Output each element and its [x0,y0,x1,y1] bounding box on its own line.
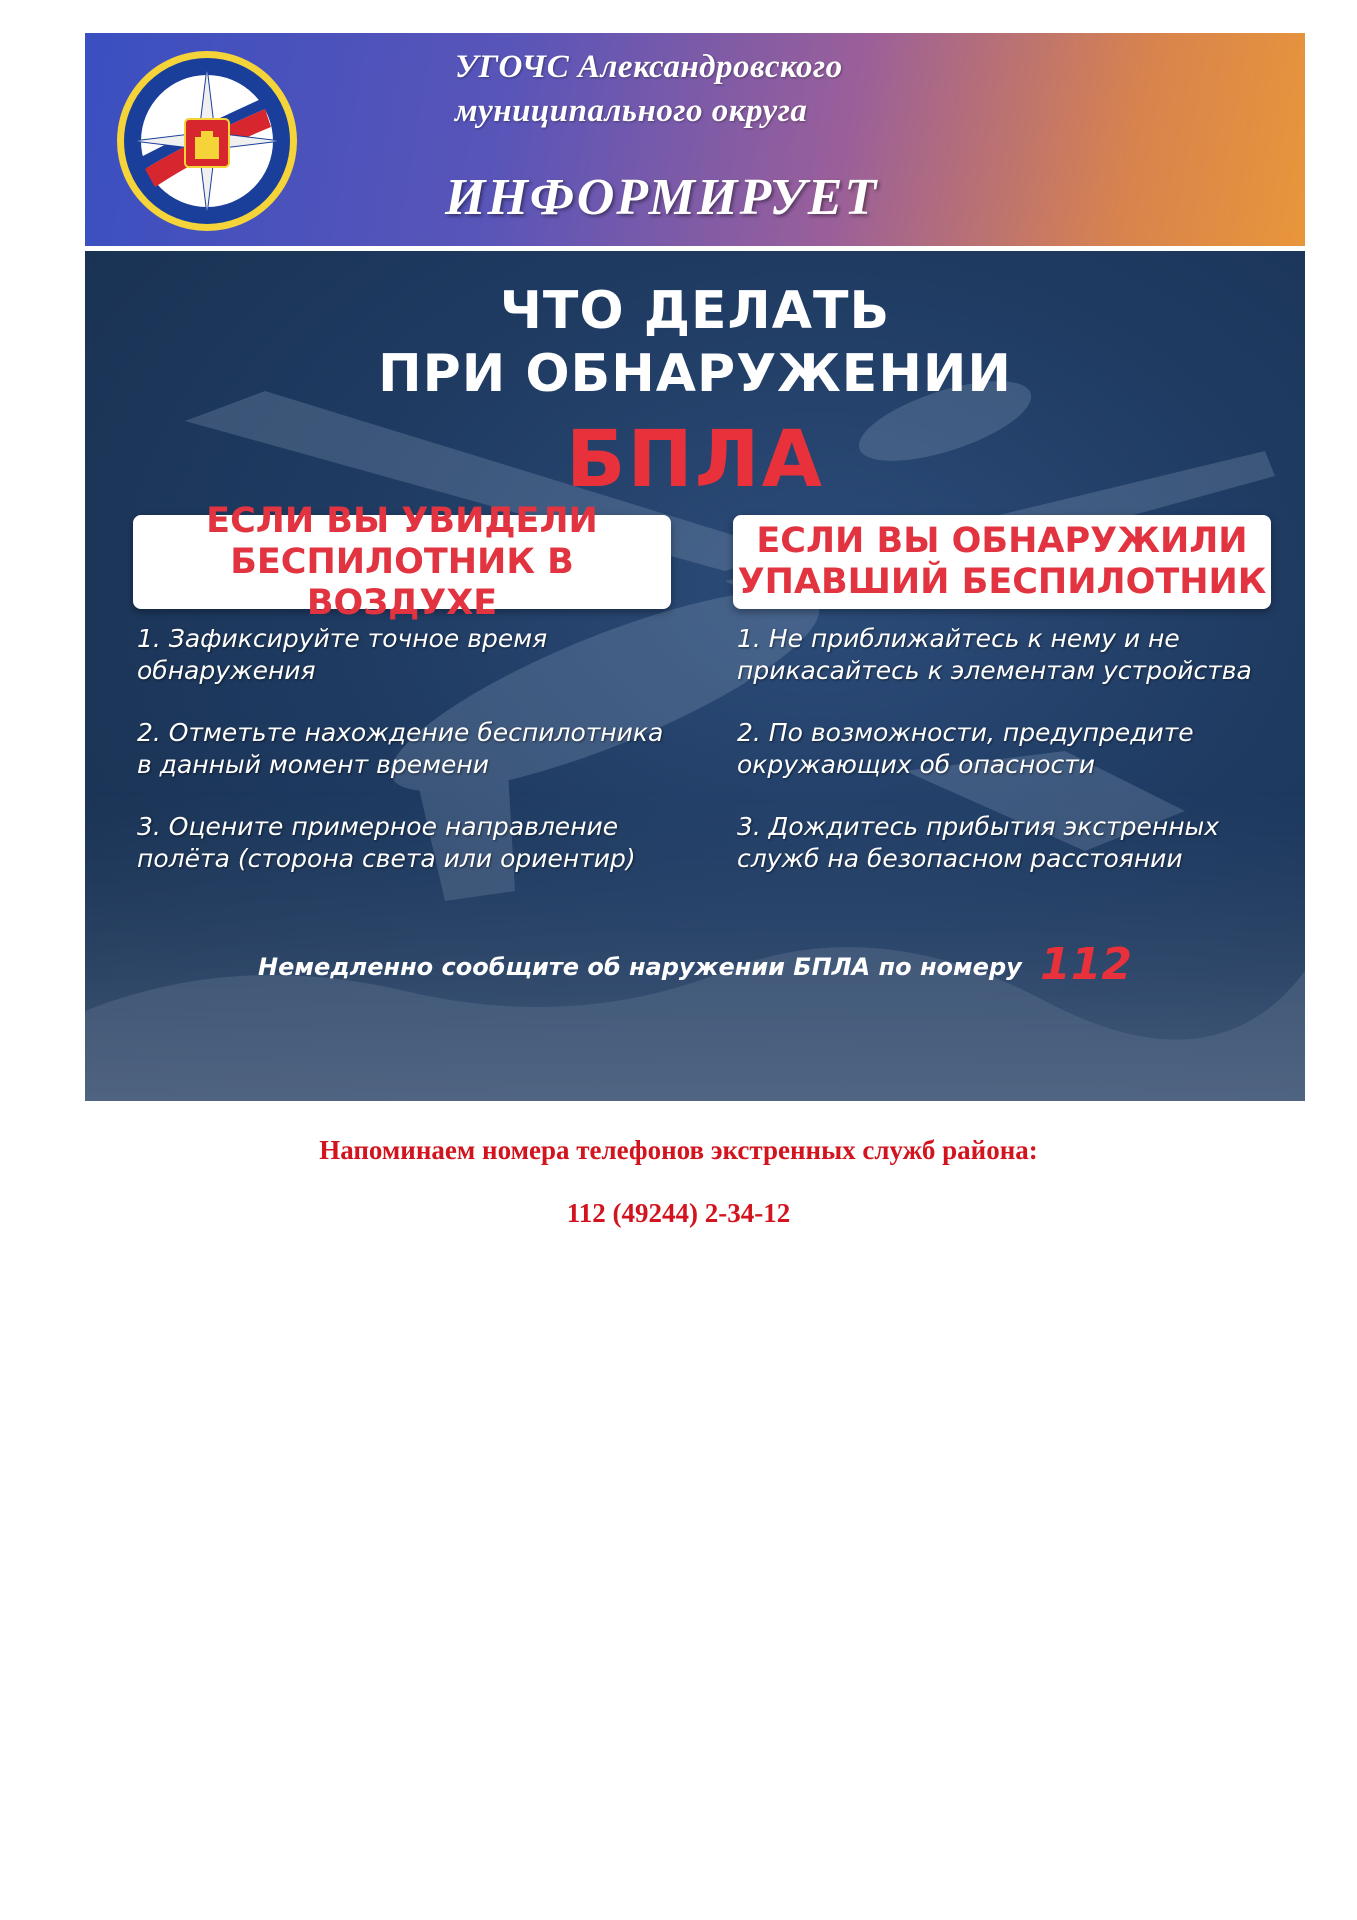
card-found-fallen [733,515,1271,609]
card-heading-line2: УПАВШИЙ БЕСПИЛОТНИК [737,562,1267,602]
emergency-numbers-heading: Напоминаем номера телефонов экстренных служб района: [319,1135,1038,1165]
report-text: Немедленно сообщите об наружении БПЛА по номеру [258,953,1022,981]
step-item: 1. Не приближайтесь к нему и не прикасайтесь к элементам устройства [737,624,1252,685]
card-seen-in-air [133,500,671,623]
drone-safety-poster [85,251,1305,1101]
org-name-line1: УГОЧС Александровского [455,49,843,85]
step-item: 2. Отметьте нахождение беспилотника в данный момент времени [137,718,664,779]
report-line [85,939,1305,990]
header-banner [85,33,1305,246]
card-heading-line2: БЕСПИЛОТНИК В ВОЗДУХЕ [230,541,574,623]
step-item: 3. Дождитесь прибытия экстренных служб на безопасном расстоянии [737,812,1220,873]
card-heading-line1: ЕСЛИ ВЫ УВИДЕЛИ [206,500,598,541]
poster-title-line1: ЧТО ДЕЛАТЬ [499,281,891,341]
step-item: 1. Зафиксируйте точное время обнаружения [137,624,548,685]
org-name-line2: муниципального округа [455,93,808,129]
informs-heading: ИНФОРМИРУЕТ [445,169,879,226]
step-item: 3. Оцените примерное направление полёта (сторона света или ориентир) [137,812,636,873]
report-number: 112 [1040,939,1132,990]
poster-title-line2: ПРИ ОБНАРУЖЕНИИ [378,344,1012,404]
card-heading-line1: ЕСЛИ ВЫ ОБНАРУЖИЛИ [756,521,1248,561]
emergency-numbers: 112 (49244) 2-34-12 [566,1198,791,1228]
emergency-service-emblem-icon [115,49,299,233]
poster-title-highlight: БПЛА [566,415,824,505]
steps-found-fallen [737,623,1277,905]
steps-seen-in-air [137,623,677,905]
step-item: 2. По возможности, предупредите окружающих об опасности [737,718,1194,779]
